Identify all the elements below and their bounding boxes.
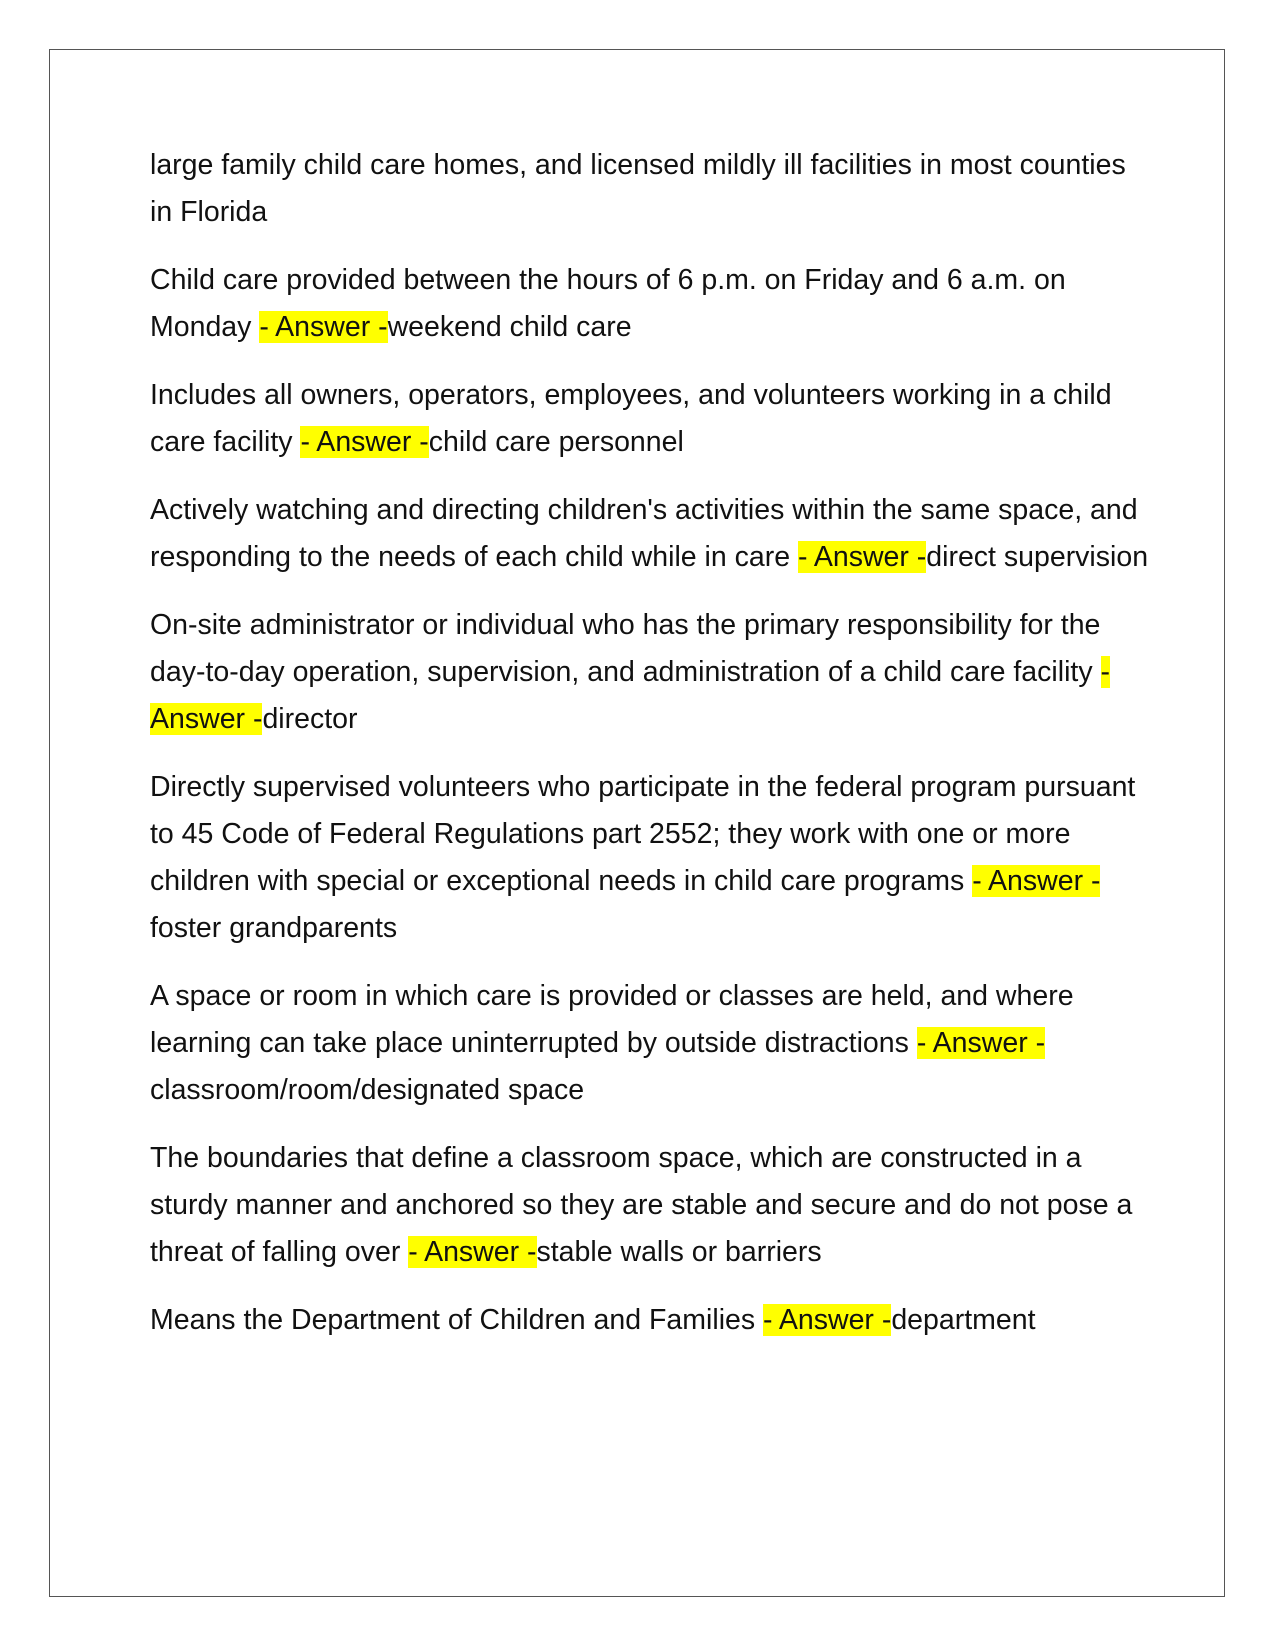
answer-separator-highlight: - Answer -: [150, 656, 1110, 735]
qa-entry: [150, 973, 1150, 1114]
document-body: [150, 142, 1150, 1365]
entry-answer: direct supervision: [926, 541, 1149, 573]
entry-question: Includes all owners, operators, employees, and volunteers working in a child care facility: [150, 379, 1112, 458]
answer-separator-highlight: - Answer -: [972, 865, 1101, 897]
entry-answer: weekend child care: [387, 311, 632, 343]
qa-entry: [150, 1297, 1150, 1344]
answer-separator-highlight: - Answer -: [259, 311, 388, 343]
qa-entry: [150, 372, 1150, 466]
entry-question: On-site administrator or individual who has the primary responsibility for the day-to-day operation, supervision, and administration of a child care facility: [150, 609, 1101, 688]
entry-question: The boundaries that define a classroom space, which are constructed in a sturdy manner and anchored so they are stable and secure and do not pose a threat of falling over: [150, 1142, 1133, 1268]
entry-answer: classroom/room/designated space: [150, 1074, 585, 1106]
entry-question: Means the Department of Children and Families: [150, 1304, 764, 1336]
entry-question: Actively watching and directing children's activities within the same space, and responding to the needs of each child while in care: [150, 494, 1138, 573]
qa-entry: [150, 764, 1150, 952]
answer-separator-highlight: - Answer -: [798, 541, 927, 573]
qa-entry: [150, 142, 1150, 236]
entry-question: A space or room in which care is provided or classes are held, and where learning can take place uninterrupted by outside distractions: [150, 980, 1074, 1059]
qa-entry: [150, 1135, 1150, 1276]
entry-answer: director: [262, 703, 358, 735]
entry-question: large family child care homes, and licensed mildly ill facilities in most counties in Florida: [150, 149, 1126, 228]
entry-question: Child care provided between the hours of 6 p.m. on Friday and 6 a.m. on Monday: [150, 264, 1066, 343]
answer-separator-highlight: - Answer -: [408, 1236, 537, 1268]
entry-answer: department: [891, 1304, 1036, 1336]
entry-question: Directly supervised volunteers who participate in the federal program pursuant to 45 Code of Federal Regulations part 2552; they work with one or more children with special or exceptional needs in child care programs: [150, 771, 1136, 897]
entry-answer: stable walls or barriers: [536, 1236, 822, 1268]
entry-answer: foster grandparents: [150, 912, 398, 944]
qa-entry: [150, 257, 1150, 351]
answer-separator-highlight: - Answer -: [300, 426, 429, 458]
answer-separator-highlight: - Answer -: [916, 1027, 1046, 1059]
answer-separator-highlight: - Answer -: [763, 1304, 892, 1336]
qa-entry: [150, 487, 1150, 581]
qa-entry: [150, 602, 1150, 743]
entry-answer: child care personnel: [428, 426, 684, 458]
